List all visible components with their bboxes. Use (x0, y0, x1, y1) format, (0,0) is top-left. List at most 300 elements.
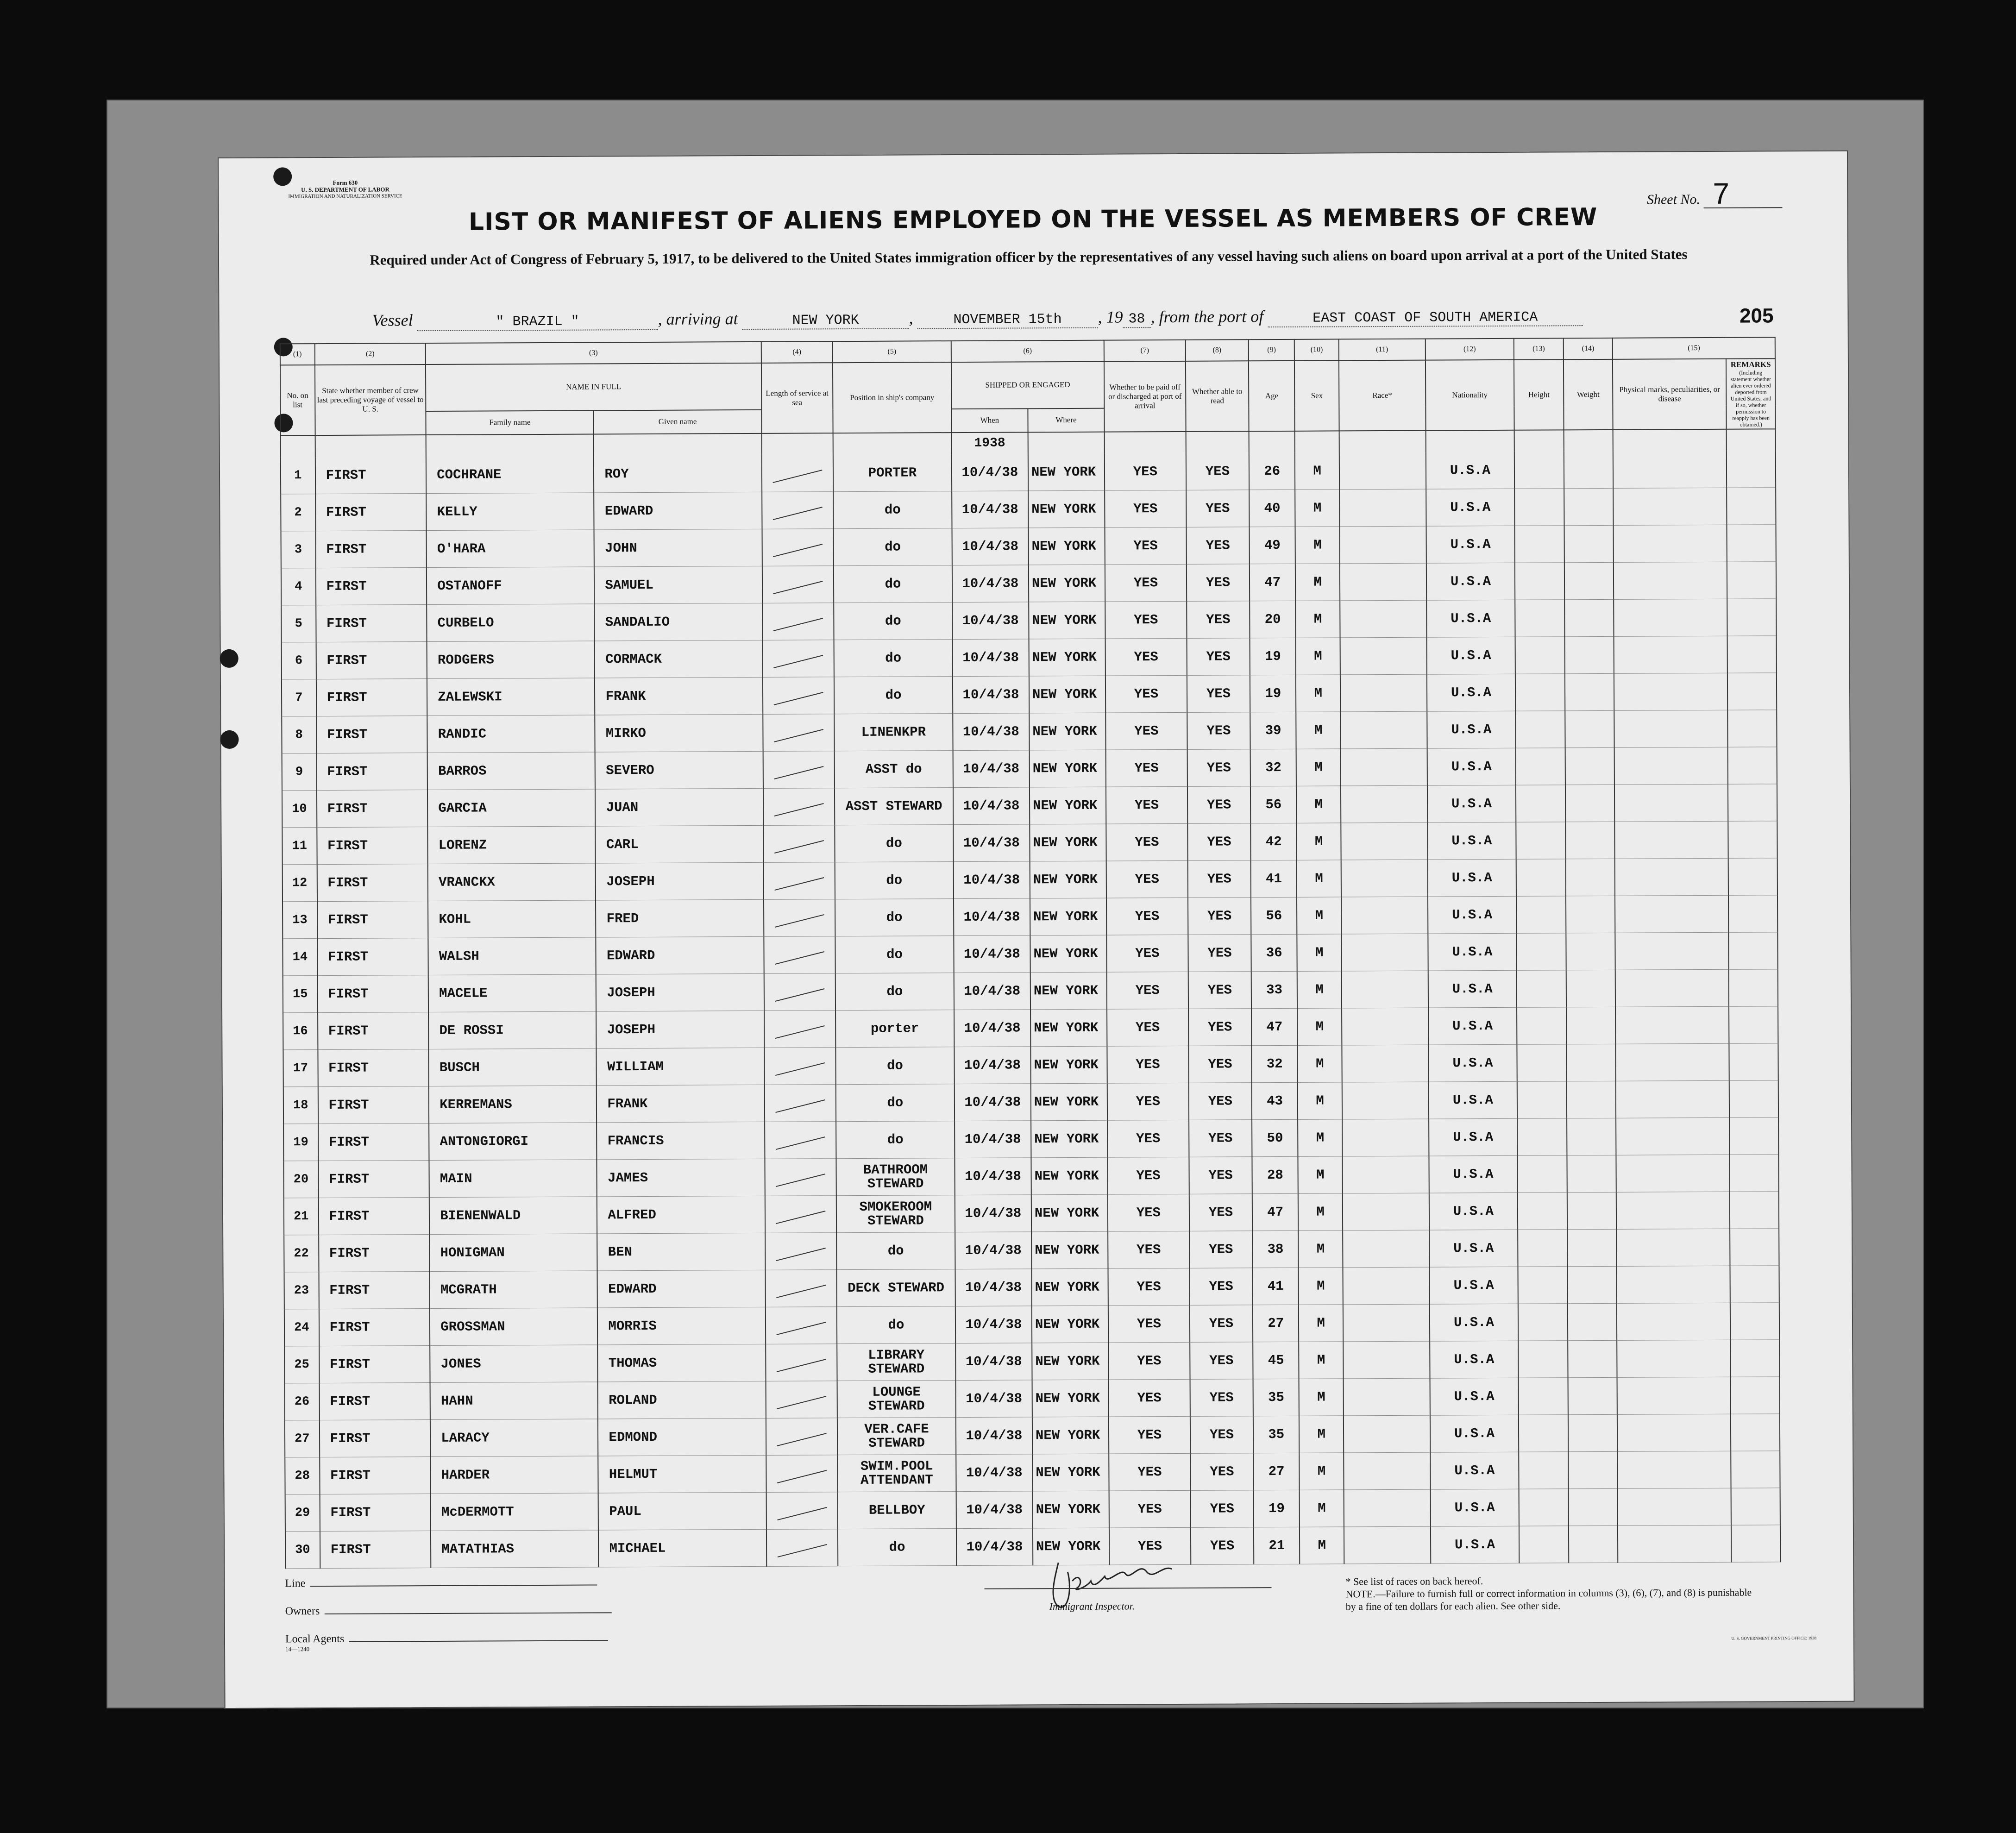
races-note: * See list of races on back hereof. (1345, 1575, 1483, 1588)
given-name: MICHAEL (598, 1529, 766, 1567)
col-num: (11) (1339, 339, 1426, 361)
length-of-service (765, 1159, 836, 1196)
table-row (284, 1192, 1779, 1235)
nationality: U.S.A (1428, 896, 1517, 934)
check-mark (776, 1136, 825, 1150)
race (1339, 489, 1426, 527)
shipped-where: NEW YORK (1031, 1231, 1108, 1269)
shipped-where: NEW YORK (1029, 713, 1105, 750)
family-name: KERREMANS (429, 1086, 597, 1124)
shipped-when: 10/4/38 (955, 1232, 1031, 1269)
age: 45 (1253, 1342, 1299, 1379)
height (1518, 1155, 1567, 1193)
height (1515, 637, 1565, 674)
given-name: HELMUT (598, 1455, 766, 1493)
col-num: (2) (314, 343, 426, 365)
nationality: U.S.A (1427, 785, 1516, 822)
owners-label: Owners (285, 1605, 320, 1618)
physical-marks (1614, 525, 1727, 562)
last-voyage: FIRST (317, 938, 428, 976)
crew-manifest-table (280, 337, 1781, 1569)
shipped-where: NEW YORK (1030, 750, 1106, 787)
position-line-2: STEWARD (868, 1435, 925, 1451)
check-mark (773, 618, 823, 631)
age: 28 (1252, 1156, 1298, 1193)
header-position: Position in ship's company (833, 362, 951, 433)
age: 35 (1253, 1379, 1299, 1416)
weight (1564, 488, 1614, 525)
height (1518, 1230, 1567, 1267)
shipped-when: 10/4/38 (952, 639, 1029, 677)
race (1342, 1119, 1429, 1156)
physical-marks (1614, 673, 1727, 710)
shipped-when: 10/4/38 (956, 1454, 1032, 1492)
race (1341, 860, 1428, 897)
shipped-where: NEW YORK (1032, 1306, 1108, 1343)
length-of-service (761, 455, 833, 492)
position-line-1: do (887, 1058, 903, 1073)
length-of-service (765, 1196, 836, 1233)
height (1518, 1267, 1568, 1304)
position (833, 491, 952, 529)
position-line-1: SWIM.POOL (860, 1458, 933, 1474)
row-number: 10 (282, 791, 317, 828)
check-mark (773, 692, 823, 705)
family-name: VRANCKX (428, 863, 596, 901)
age: 19 (1254, 1490, 1300, 1527)
physical-marks (1616, 1080, 1729, 1118)
shipped-when: 10/4/38 (954, 1010, 1030, 1047)
shipped-when: 10/4/38 (956, 1491, 1032, 1529)
row-number: 19 (283, 1124, 318, 1161)
length-of-service (765, 1270, 837, 1307)
shipped-when: 10/4/38 (956, 1417, 1032, 1455)
shipped-when: 10/4/38 (955, 1195, 1031, 1232)
sex: M (1297, 897, 1341, 934)
age: 47 (1251, 1008, 1297, 1045)
physical-marks (1614, 636, 1727, 673)
remarks (1729, 1080, 1778, 1117)
table-row (283, 1117, 1778, 1161)
last-voyage: FIRST (318, 1012, 429, 1050)
length-of-service (762, 529, 834, 566)
race (1340, 600, 1426, 638)
weight (1565, 785, 1615, 822)
nationality: U.S.A (1430, 1415, 1519, 1452)
col-num: (13) (1514, 338, 1564, 359)
sex: M (1296, 638, 1340, 675)
able-to-read: YES (1189, 1194, 1253, 1231)
shipped-where: NEW YORK (1030, 824, 1106, 861)
page-subtitle: Required under Act of Congress of February 5, 1917, to be delivered to the United States immigration officer by the representatives of any vessel having such aliens on board upon arrival at a port of the United States (370, 246, 1688, 268)
age: 21 (1254, 1527, 1300, 1564)
race (1342, 1082, 1429, 1119)
family-name: RODGERS (427, 641, 595, 679)
family-name: ANTONGIORGI (429, 1123, 597, 1161)
position-line-1: do (886, 947, 903, 962)
height (1516, 822, 1566, 859)
paid-off: YES (1106, 935, 1188, 972)
manifest-sheet (218, 151, 1855, 1709)
last-voyage: FIRST (315, 494, 427, 531)
position (836, 1121, 955, 1159)
col-num: (10) (1294, 339, 1339, 360)
physical-marks (1615, 821, 1728, 859)
position (837, 1455, 956, 1492)
weight (1568, 1303, 1617, 1340)
length-of-service (764, 973, 835, 1011)
length-of-service (762, 603, 834, 640)
weight (1565, 822, 1615, 859)
weight (1567, 1118, 1616, 1155)
sex: M (1297, 823, 1341, 860)
table-row (283, 932, 1777, 976)
able-to-read: YES (1187, 823, 1251, 861)
row-number: 29 (285, 1494, 320, 1532)
shipped-where: NEW YORK (1031, 1194, 1108, 1232)
row-number: 8 (282, 716, 316, 753)
row-number: 15 (283, 976, 318, 1013)
paid-off: YES (1107, 1046, 1188, 1083)
physical-marks (1617, 1266, 1730, 1303)
height (1519, 1526, 1569, 1563)
paid-off: YES (1106, 860, 1188, 898)
paid-off: YES (1109, 1416, 1190, 1454)
family-name: BUSCH (429, 1048, 597, 1086)
shipped-when: 10/4/38 (953, 676, 1029, 714)
page-title: LIST OR MANIFEST OF ALIENS EMPLOYED ON THE VESSEL AS MEMBERS OF CREW (468, 203, 1598, 236)
header-no: No. on list (280, 365, 315, 435)
age: 19 (1250, 638, 1296, 675)
shipped-where: NEW YORK (1030, 1046, 1107, 1084)
header-length: Length of service at sea (761, 363, 833, 433)
paid-off: YES (1107, 972, 1188, 1009)
family-name: BIENENWALD (429, 1197, 597, 1235)
sex: M (1295, 452, 1339, 490)
family-name: LARACY (430, 1419, 598, 1457)
length-of-service (763, 788, 835, 826)
age: 27 (1253, 1453, 1299, 1490)
arrival-date: NOVEMBER 15th (917, 312, 1098, 329)
sex: M (1298, 1156, 1343, 1193)
sex: M (1298, 1193, 1343, 1230)
header-race: Race* (1339, 360, 1426, 431)
table-row (283, 858, 1777, 902)
given-name: THOMAS (598, 1344, 766, 1382)
paid-off: YES (1105, 453, 1186, 490)
remarks (1727, 488, 1776, 525)
weight (1567, 1266, 1617, 1303)
physical-marks (1617, 1340, 1731, 1377)
row-number: 27 (285, 1420, 320, 1457)
height (1519, 1452, 1569, 1489)
nationality: U.S.A (1429, 1304, 1518, 1341)
table-row (281, 488, 1776, 531)
header-age: Age (1249, 361, 1295, 431)
race (1343, 1230, 1429, 1268)
last-voyage: FIRST (315, 457, 426, 494)
department: U. S. DEPARTMENT OF LABOR (301, 186, 389, 194)
family-name: GARCIA (427, 789, 596, 827)
position-line-1: SMOKEROOM (859, 1199, 932, 1215)
check-mark (777, 1359, 826, 1372)
given-name: FRANCIS (597, 1122, 765, 1160)
check-mark (774, 766, 823, 779)
paid-off: YES (1105, 712, 1187, 750)
weight (1565, 859, 1615, 896)
col-num: (15) (1613, 337, 1775, 359)
length-of-service (765, 1122, 836, 1159)
height (1519, 1415, 1568, 1452)
height (1517, 1007, 1566, 1044)
remarks (1730, 1155, 1779, 1192)
age: 35 (1253, 1416, 1299, 1453)
nationality: U.S.A (1428, 1044, 1517, 1082)
row-number: 9 (282, 753, 317, 791)
able-to-read: YES (1188, 1009, 1252, 1046)
col-num: (7) (1104, 340, 1186, 362)
nationality: U.S.A (1427, 748, 1516, 785)
sex: M (1296, 786, 1341, 823)
age: 27 (1253, 1305, 1299, 1342)
race (1341, 785, 1427, 823)
given-name: MORRIS (597, 1307, 766, 1345)
weight (1564, 562, 1614, 599)
sheet-label: Sheet No. (1646, 192, 1700, 207)
race (1343, 1156, 1429, 1193)
height (1516, 896, 1566, 933)
age: 20 (1250, 601, 1295, 638)
physical-marks (1614, 784, 1728, 822)
row-number: 24 (284, 1309, 319, 1346)
position-line-1: LINENKPR (861, 724, 926, 740)
table-row (281, 562, 1776, 605)
header-read: Whether able to read (1186, 361, 1249, 432)
weight (1564, 599, 1614, 636)
last-voyage: FIRST (318, 1086, 429, 1124)
signature-text: John k Wall (1068, 1585, 1071, 1587)
position-line-2: STEWARD (867, 1175, 924, 1192)
age: 33 (1251, 971, 1297, 1008)
vessel-label: Vessel (372, 311, 413, 330)
height (1517, 1081, 1567, 1118)
remarks (1729, 1117, 1778, 1155)
service: IMMIGRATION AND NATURALIZATION SERVICE (288, 193, 402, 200)
physical-marks (1616, 1155, 1730, 1192)
race (1343, 1341, 1430, 1379)
nationality: U.S.A (1430, 1378, 1519, 1415)
given-name: CORMACK (595, 640, 763, 678)
last-voyage: FIRST (318, 1049, 429, 1087)
row-number: 14 (283, 939, 317, 976)
penalty-note: NOTE.—Failure to furnish full or correct information in columns (3), (6), (7), and (8) is punishable by a fine of ten dollars for each alien. See other side. (1345, 1586, 1752, 1613)
weight (1568, 1488, 1618, 1525)
race (1340, 674, 1427, 712)
last-voyage: FIRST (318, 1161, 429, 1198)
length-of-service (766, 1529, 838, 1567)
position-line-1: do (886, 984, 903, 999)
check-mark (776, 1248, 826, 1261)
position (838, 1492, 956, 1529)
shipped-where: NEW YORK (1030, 861, 1106, 898)
age: 19 (1250, 675, 1296, 712)
family-name: BARROS (427, 752, 596, 790)
position (833, 454, 952, 492)
physical-marks (1618, 1525, 1731, 1563)
col-num: (6) (951, 340, 1104, 362)
physical-marks (1617, 1303, 1730, 1340)
last-voyage: FIRST (317, 975, 428, 1013)
shipped-where: NEW YORK (1031, 1268, 1108, 1306)
position (834, 603, 952, 640)
position-line-1: do (887, 1132, 904, 1148)
able-to-read: YES (1187, 749, 1250, 787)
length-of-service (765, 1307, 837, 1344)
position-line-1: do (884, 502, 901, 518)
check-mark (775, 988, 824, 1002)
race (1340, 563, 1426, 601)
header-row (280, 358, 1775, 412)
table-row (285, 1488, 1780, 1532)
table-row (285, 1377, 1780, 1420)
family-name: GROSSMAN (430, 1308, 598, 1346)
year-prefix: , 19 (1098, 308, 1123, 326)
shipped-when: 10/4/38 (955, 1269, 1031, 1306)
paid-off: YES (1109, 1490, 1191, 1528)
shipped-when: 10/4/38 (955, 1343, 1032, 1381)
able-to-read: YES (1187, 638, 1250, 676)
position-line-2: STEWARD (867, 1212, 924, 1229)
age: 26 (1249, 453, 1295, 490)
length-of-service (762, 640, 834, 678)
header-name: NAME IN FULL (426, 363, 761, 411)
remarks (1731, 1525, 1780, 1562)
weight (1564, 636, 1614, 673)
shipped-when: 10/4/38 (952, 454, 1028, 491)
col-num: (8) (1186, 339, 1249, 361)
sex: M (1299, 1453, 1344, 1490)
last-voyage: FIRST (316, 753, 427, 791)
position-line-2: ATTENDANT (860, 1472, 933, 1488)
sex: M (1298, 1045, 1342, 1082)
position-line-1: do (886, 910, 903, 925)
position (838, 1529, 956, 1566)
physical-marks (1616, 1229, 1730, 1266)
shipped-where: NEW YORK (1030, 935, 1106, 973)
shipped-when: 10/4/38 (952, 491, 1028, 528)
age: 47 (1250, 564, 1295, 601)
row-number: 22 (284, 1235, 319, 1272)
given-name: FRANK (595, 677, 763, 715)
position-line-1: porter (870, 1020, 919, 1036)
race (1344, 1415, 1430, 1453)
given-name: CARL (596, 825, 764, 863)
age: 39 (1250, 712, 1296, 749)
height (1517, 1044, 1567, 1081)
nationality: U.S.A (1428, 970, 1517, 1008)
race (1344, 1378, 1430, 1416)
table-row (283, 895, 1777, 939)
nationality: U.S.A (1429, 1230, 1518, 1267)
shipped-when: 10/4/38 (953, 750, 1029, 788)
remarks (1729, 1006, 1778, 1043)
last-voyage: FIRST (317, 901, 428, 939)
weight (1566, 1007, 1616, 1044)
header-shipped: SHIPPED OR ENGAGED (951, 362, 1105, 409)
table-row (282, 636, 1777, 679)
header-physical: Physical marks, peculiarities, or disease (1613, 359, 1727, 430)
shipped-where: NEW YORK (1031, 1157, 1107, 1195)
sex: M (1299, 1305, 1343, 1342)
remarks (1730, 1229, 1779, 1266)
nationality: U.S.A (1427, 859, 1516, 897)
weight (1565, 747, 1614, 785)
physical-marks (1617, 1377, 1731, 1414)
position (837, 1269, 955, 1307)
physical-marks (1614, 747, 1728, 785)
remarks (1728, 858, 1777, 895)
height (1516, 859, 1566, 896)
age: 56 (1251, 897, 1297, 934)
age: 50 (1252, 1119, 1298, 1156)
shipped-when: 10/4/38 (953, 824, 1030, 862)
shipped-where: NEW YORK (1033, 1491, 1109, 1528)
position (837, 1306, 955, 1344)
last-voyage: FIRST (317, 827, 428, 865)
physical-marks (1613, 451, 1727, 489)
agents-field (285, 1632, 608, 1653)
row-number: 13 (283, 902, 317, 939)
remarks (1731, 1488, 1780, 1525)
nationality: U.S.A (1427, 822, 1516, 860)
shipped-when: 10/4/38 (954, 1047, 1030, 1084)
position (835, 788, 953, 825)
height (1518, 1341, 1568, 1378)
position-line-1: do (885, 539, 901, 555)
length-of-service (766, 1418, 838, 1456)
race (1340, 711, 1427, 749)
weight (1567, 1155, 1616, 1192)
punch-hole (220, 649, 239, 668)
height (1515, 600, 1564, 637)
position (834, 714, 953, 751)
row-number: 17 (283, 1050, 318, 1087)
arrival-port: NEW YORK (742, 312, 909, 330)
shipped-where: NEW YORK (1029, 676, 1105, 713)
race (1342, 1008, 1428, 1045)
shipped-when: 10/4/38 (956, 1528, 1033, 1566)
check-mark (776, 1174, 825, 1187)
agents-code: 14—1240 (285, 1645, 310, 1653)
race (1341, 934, 1428, 971)
race (1340, 637, 1427, 675)
last-voyage: FIRST (316, 642, 427, 679)
able-to-read: YES (1187, 786, 1251, 824)
height (1517, 933, 1566, 970)
position-line-1: ASST do (865, 761, 922, 777)
shipped-where: NEW YORK (1028, 454, 1105, 491)
form-number: Form 630 (333, 179, 358, 186)
position (837, 1418, 956, 1455)
last-voyage: FIRST (319, 1309, 430, 1346)
table-row (284, 1303, 1779, 1346)
height (1516, 748, 1565, 785)
table-row (283, 1006, 1778, 1050)
length-of-service (765, 1233, 837, 1270)
position (835, 1010, 954, 1048)
given-name: JUAN (595, 788, 763, 826)
nationality: U.S.A (1430, 1341, 1519, 1378)
